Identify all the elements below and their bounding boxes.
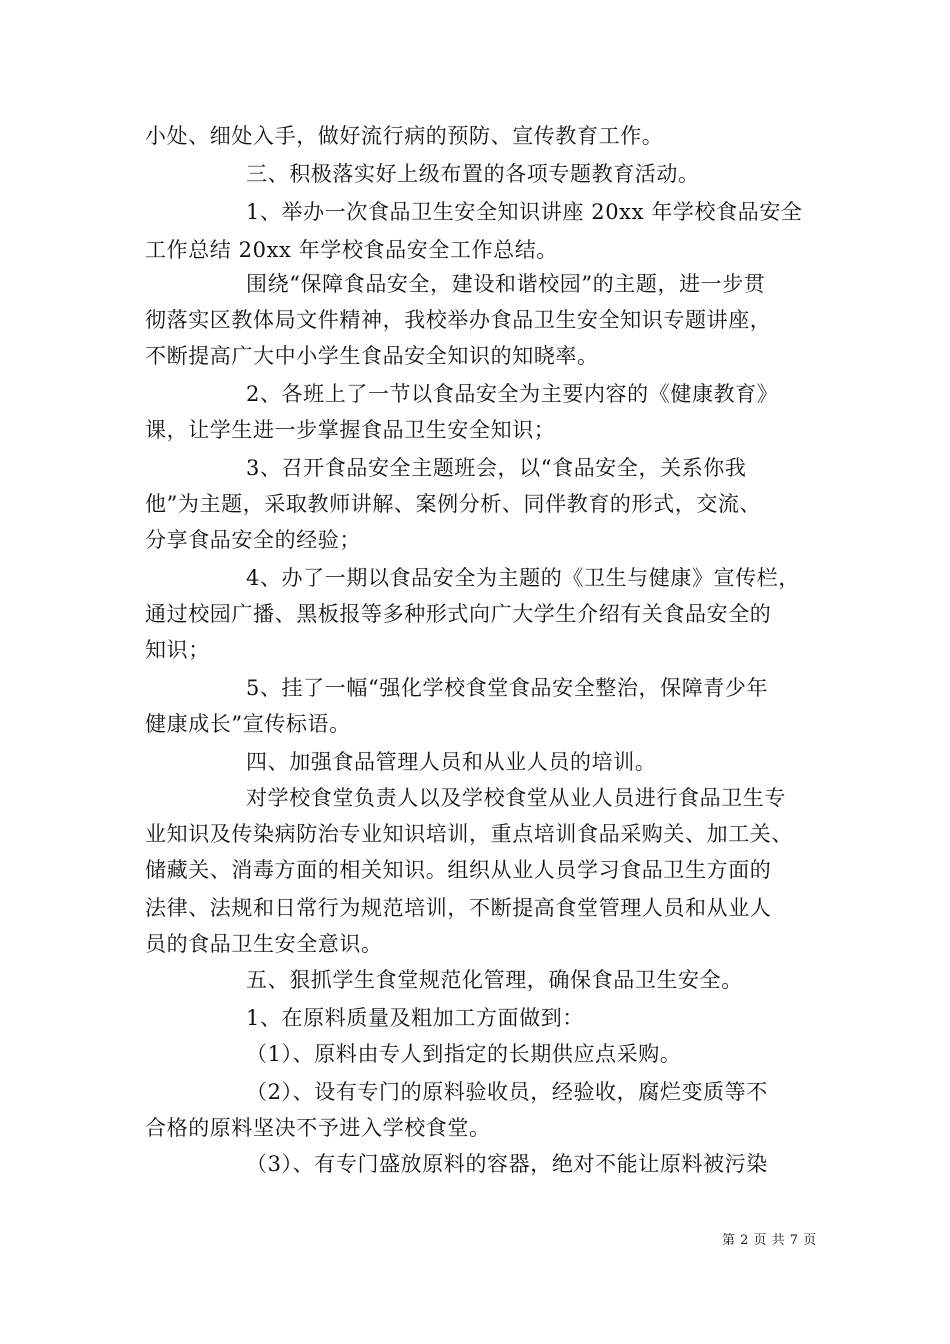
text-line-15: 知识； — [145, 638, 210, 662]
text-line-5: 围绕“保障食品安全，建设和谐校园”的主题，进一步贯 — [246, 272, 766, 296]
text-line-19: 对学校食堂负责人以及学校食堂从业人员进行食品卫生专 — [246, 786, 786, 810]
text-line-25: 1、在原料质量及粗加工方面做到： — [246, 1006, 584, 1030]
text-line-10: 3、召开食品安全主题班会，以“食品安全，关系你我 — [246, 456, 747, 480]
text-line-28: 合格的原料坚决不予进入学校食堂。 — [145, 1116, 491, 1140]
text-line-4: 工作总结 20xx 年学校食品安全工作总结。 — [145, 238, 558, 262]
text-line-22: 法律、法规和日常行为规范培训，不断提高食堂管理人员和从业人 — [145, 896, 772, 920]
text-line-17: 健康成长”宣传标语。 — [145, 712, 351, 736]
text-line-12: 分享食品安全的经验； — [145, 528, 361, 552]
text-line-2: 三、积极落实好上级布置的各项专题教育活动。 — [246, 162, 700, 186]
text-line-3: 1、举办一次食品卫生安全知识讲座 20xx 年学校食品安全 — [246, 200, 803, 224]
text-line-21: 储藏关、消毒方面的相关知识。组织从业人员学习食品卫生方面的 — [145, 858, 772, 882]
text-line-11: 他”为主题，采取教师讲解、案例分析、同伴教育的形式，交流、 — [145, 492, 762, 516]
text-line-6: 彻落实区教体局文件精神，我校举办食品卫生安全知识专题讲座， — [145, 308, 772, 332]
text-line-18: 四、加强食品管理人员和从业人员的培训。 — [246, 750, 657, 774]
page-number-footer: 第 2 页 共 7 页 — [722, 1233, 817, 1248]
text-line-7: 不断提高广大中小学生食品安全知识的知晓率。 — [145, 344, 599, 368]
text-line-27: （2）、设有专门的原料验收员，经验收，腐烂变质等不 — [246, 1080, 768, 1104]
text-line-29: （3）、有专门盛放原料的容器，绝对不能让原料被污染 — [246, 1152, 768, 1176]
text-line-23: 员的食品卫生安全意识。 — [145, 932, 383, 956]
text-line-20: 业知识及传染病防治专业知识培训，重点培训食品采购关、加工关、 — [145, 822, 793, 846]
text-line-26: （1）、原料由专人到指定的长期供应点采购。 — [246, 1042, 682, 1066]
text-line-16: 5、挂了一幅“强化学校食堂食品安全整治，保障青少年 — [246, 676, 769, 700]
text-line-8: 2、各班上了一节以食品安全为主要内容的《健康教育》 — [246, 382, 779, 406]
text-line-1: 小处、细处入手，做好流行病的预防、宣传教育工作。 — [145, 124, 664, 148]
text-line-9: 课，让学生进一步掌握食品卫生安全知识； — [145, 418, 556, 442]
text-line-24: 五、狠抓学生食堂规范化管理，确保食品卫生安全。 — [246, 968, 743, 992]
text-line-13: 4、办了一期以食品安全为主题的《卫生与健康》宣传栏， — [246, 566, 800, 590]
text-line-14: 通过校园广播、黑板报等多种形式向广大学生介绍有关食品安全的 — [145, 602, 772, 626]
